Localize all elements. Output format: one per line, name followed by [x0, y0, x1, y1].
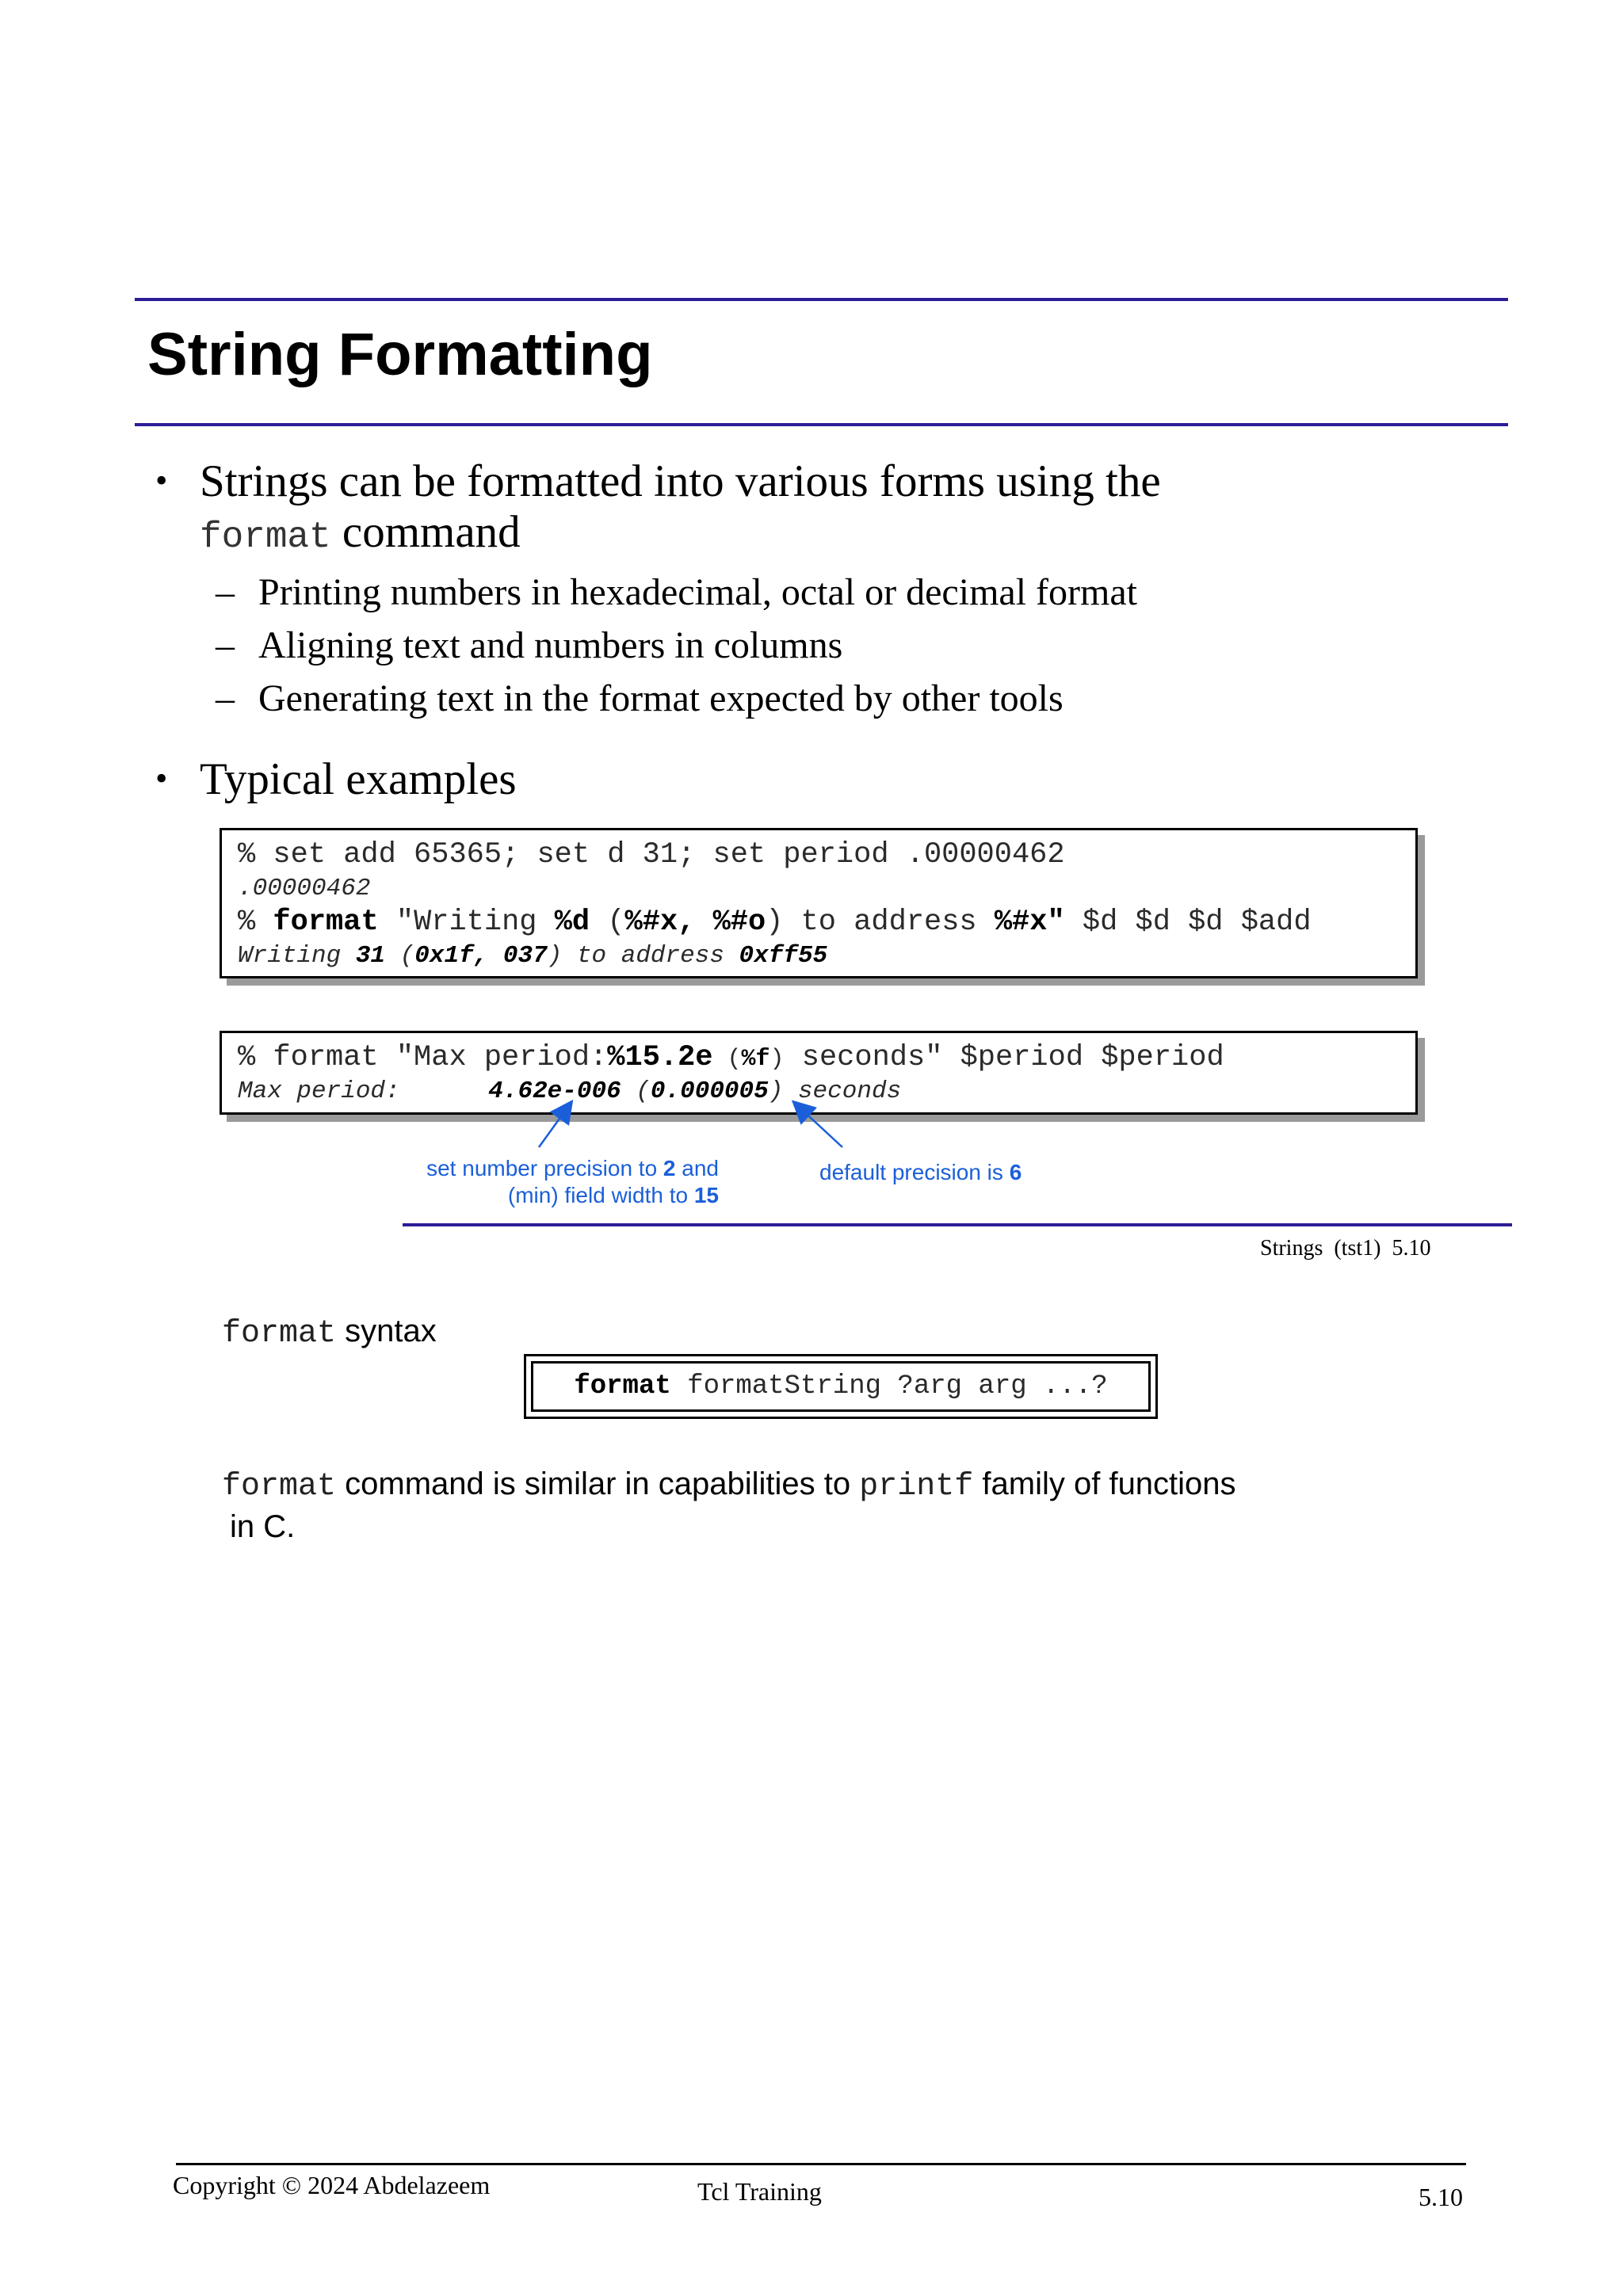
bullet-2-text: Typical examples: [200, 754, 517, 804]
footer-page-number: 5.10: [1419, 2183, 1463, 2211]
arrow-left: [539, 1108, 567, 1147]
bullet-1-dot: •: [155, 461, 168, 500]
sub-bullet-1: Printing numbers in hexadecimal, octal or decimal format: [258, 571, 1137, 613]
arrow-right: [799, 1107, 842, 1147]
format-command-code: format: [200, 517, 331, 558]
notes-description: format command is similar in capabilities to printf family of functions: [222, 1466, 1236, 1505]
sub-dash-1: –: [216, 571, 235, 613]
sub-bullet-2: Aligning text and numbers in columns: [258, 624, 843, 666]
code1-line1: % set add 65365; set d 31; set period .00000462: [238, 838, 1065, 871]
code2-line1: % format "Max period:%15.2e (%f) seconds" $period $period: [238, 1041, 1224, 1074]
annotation-default-precision: default precision is 6: [819, 1160, 1022, 1184]
code2-line2: Max period: 4.62e-006 (0.000005) seconds: [238, 1077, 902, 1105]
code1-line2: .00000462: [238, 875, 371, 902]
bullet-1-text: Strings can be formatted into various forms using the: [200, 456, 1161, 506]
annotation-precision-width: set number precision to 2 and (min) field width to 15: [426, 1156, 719, 1207]
sub-bullet-3: Generating text in the format expected by other tools: [258, 677, 1064, 719]
page-footer-rule: [176, 2163, 1466, 2165]
code1-line4: Writing 31 (0x1f, 037) to address 0xff55: [238, 942, 828, 970]
bullet-2-dot: •: [155, 759, 168, 798]
footer-center: Tcl Training: [697, 2177, 822, 2206]
footer-copyright: Copyright © 2024 Abdelazeem: [173, 2171, 491, 2199]
bullet-1-tail: command: [330, 507, 521, 557]
code1-line3: % format "Writing %d (%#x, %#o) to address %#x" $d $d $d $add: [238, 906, 1312, 939]
page-title: String Formatting: [147, 321, 653, 388]
notes-description-line2: in C.: [230, 1509, 296, 1544]
slide-footer-label: Strings (tst1) 5.10: [1260, 1236, 1431, 1261]
sub-dash-2: –: [216, 624, 235, 666]
syntax-box-inner: format formatString ?arg arg ...?: [531, 1361, 1151, 1412]
slide-bottom-rule: [403, 1223, 1512, 1226]
syntax-box: [524, 1354, 1158, 1419]
sub-dash-3: –: [216, 677, 235, 719]
notes-syntax-heading: format syntax: [222, 1314, 437, 1352]
